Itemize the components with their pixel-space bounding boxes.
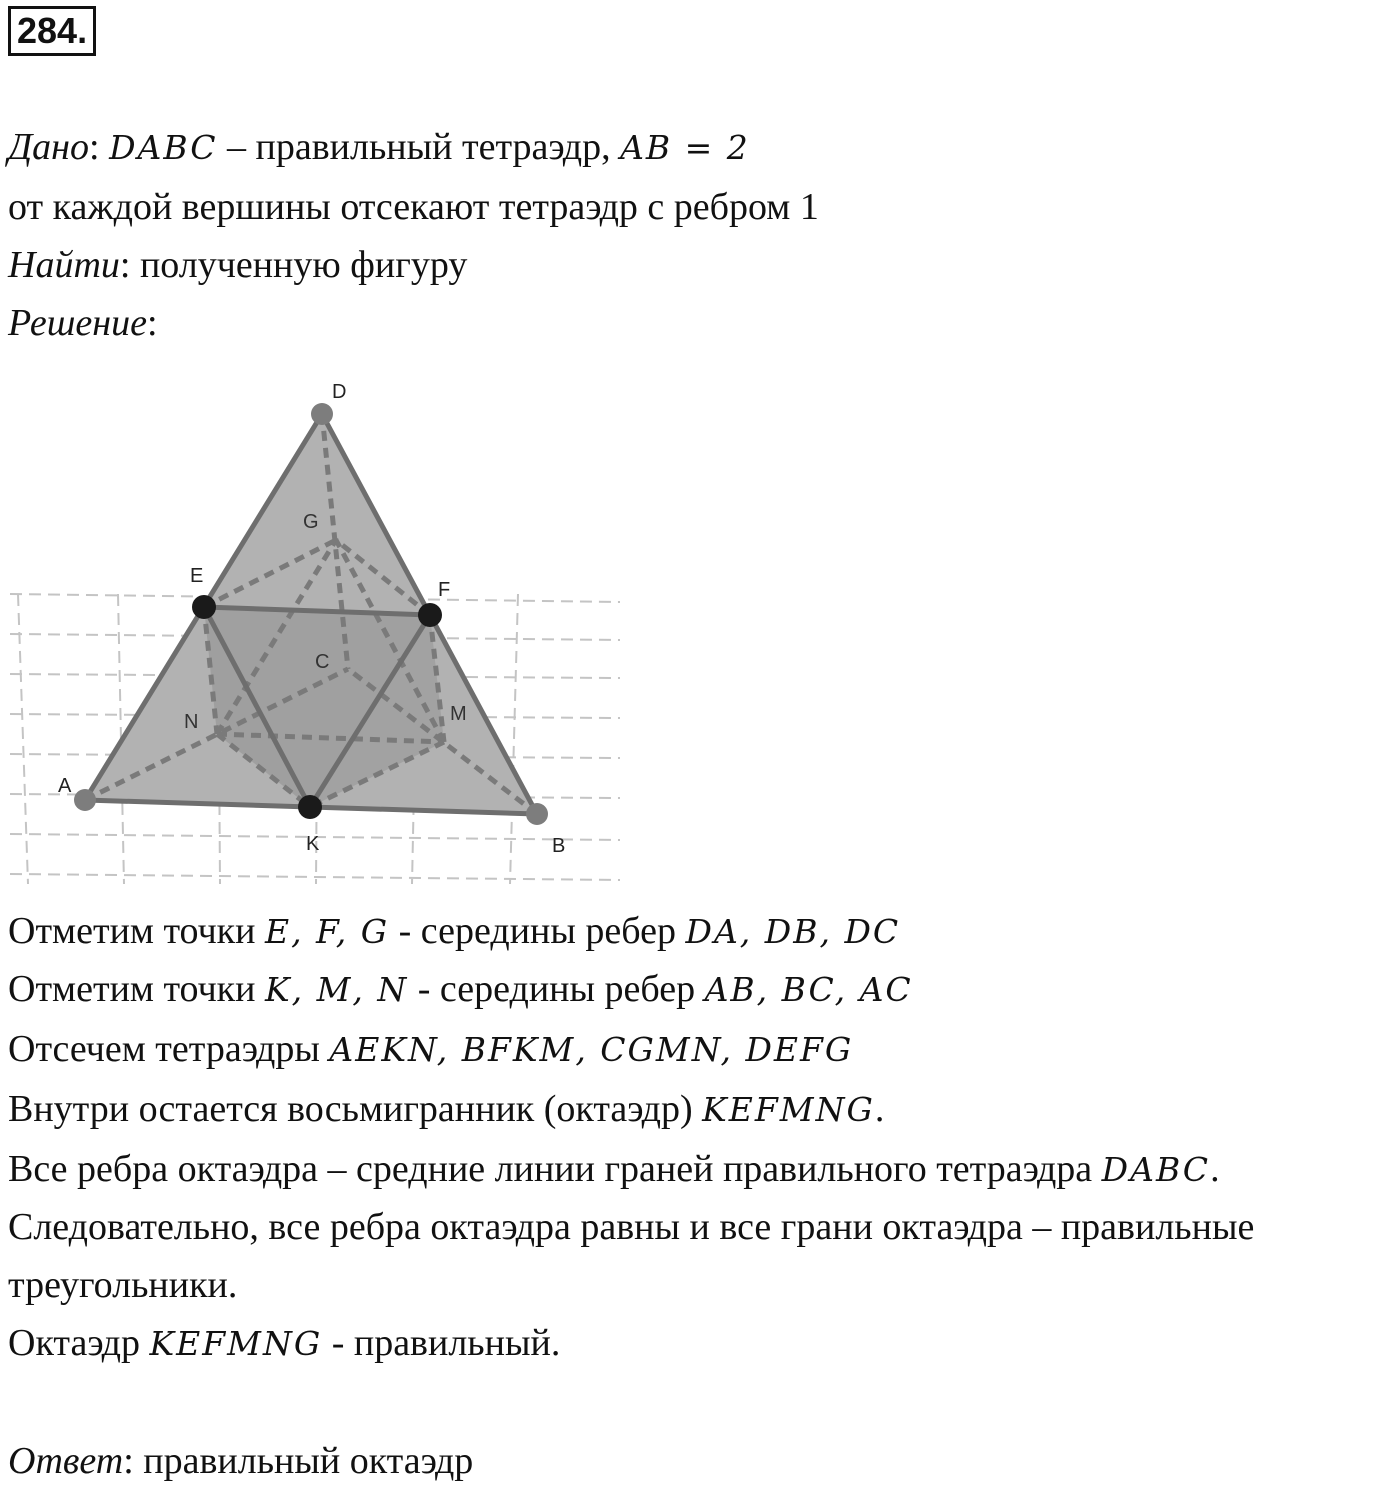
step-math: E, F, G xyxy=(264,912,390,951)
step-text: Внутри остается восьмигранник (октаэдр) xyxy=(8,1088,703,1130)
given-text-1: – правильный тетраэдр, xyxy=(217,126,621,168)
find-label: Найти xyxy=(8,244,120,286)
step-text: . xyxy=(1210,1148,1220,1190)
given-line xyxy=(8,124,750,171)
solution-line xyxy=(8,300,158,346)
tetrahedron-figure xyxy=(0,372,640,892)
label-n: N xyxy=(184,711,199,733)
step-math: K, M, N xyxy=(264,970,409,1009)
label-m: M xyxy=(450,703,467,725)
step-text: Отметим точки xyxy=(8,910,265,952)
point-a xyxy=(74,789,96,811)
step-text: - правильный. xyxy=(322,1322,561,1364)
step-2 xyxy=(8,966,913,1013)
point-k xyxy=(298,795,322,819)
step-math: DA, DB, DC xyxy=(685,912,901,951)
problem-number: 284. xyxy=(8,6,96,56)
step-1 xyxy=(8,908,900,955)
label-e: E xyxy=(190,565,204,587)
label-g: G xyxy=(303,511,319,533)
step-8 xyxy=(8,1320,560,1367)
step-math: KEFMNG xyxy=(149,1324,323,1363)
step-4 xyxy=(8,1086,884,1133)
step-5 xyxy=(8,1146,1220,1193)
answer-text: : правильный октаэдр xyxy=(123,1440,474,1482)
step-math: KEFMNG xyxy=(702,1090,875,1129)
label-d: D xyxy=(332,381,347,403)
label-f: F xyxy=(438,579,451,601)
step-text: . xyxy=(874,1088,885,1130)
step-math: DABC xyxy=(1101,1150,1211,1189)
given-label: Дано xyxy=(8,126,90,168)
answer-label: Ответ xyxy=(8,1440,124,1482)
solution-label: Решение xyxy=(8,302,147,344)
step-math: AB, BC, AC xyxy=(704,970,913,1009)
point-d xyxy=(311,403,333,425)
point-b xyxy=(526,803,548,825)
step-text: - середины ребер xyxy=(389,910,686,952)
find-text: : полученную фигуру xyxy=(119,244,468,286)
solution-colon: : xyxy=(146,302,158,344)
given-math-1: DABC xyxy=(109,128,218,167)
label-k: K xyxy=(306,833,320,855)
step-text: - середины ребер xyxy=(408,968,705,1010)
given-sep: : xyxy=(89,126,110,168)
label-b: B xyxy=(552,835,566,857)
step-math: AEKN, BFKM, CGMN, DEFG xyxy=(329,1030,854,1069)
step-text: Отсечем тетраэдры xyxy=(8,1028,330,1070)
step-text: Октаэдр xyxy=(8,1322,150,1364)
step-text: Все ребра октаэдра – средние линии граней правильного тетраэдра xyxy=(8,1148,1102,1190)
point-f xyxy=(418,603,442,627)
given-line-2: от каждой вершины отсекают тетраэдр с ребром 1 xyxy=(8,186,819,228)
given-math-2: AB = 2 xyxy=(620,128,750,167)
step-text: Отметим точки xyxy=(8,968,265,1010)
answer-line xyxy=(8,1438,473,1484)
label-a: A xyxy=(58,775,72,797)
point-e xyxy=(192,595,216,619)
label-c: C xyxy=(315,651,330,673)
step-7: треугольники. xyxy=(8,1264,238,1306)
find-line xyxy=(8,242,467,288)
step-6: Следовательно, все ребра октаэдра равны и все грани октаэдра – правильные xyxy=(8,1206,1255,1248)
step-3 xyxy=(8,1026,853,1073)
